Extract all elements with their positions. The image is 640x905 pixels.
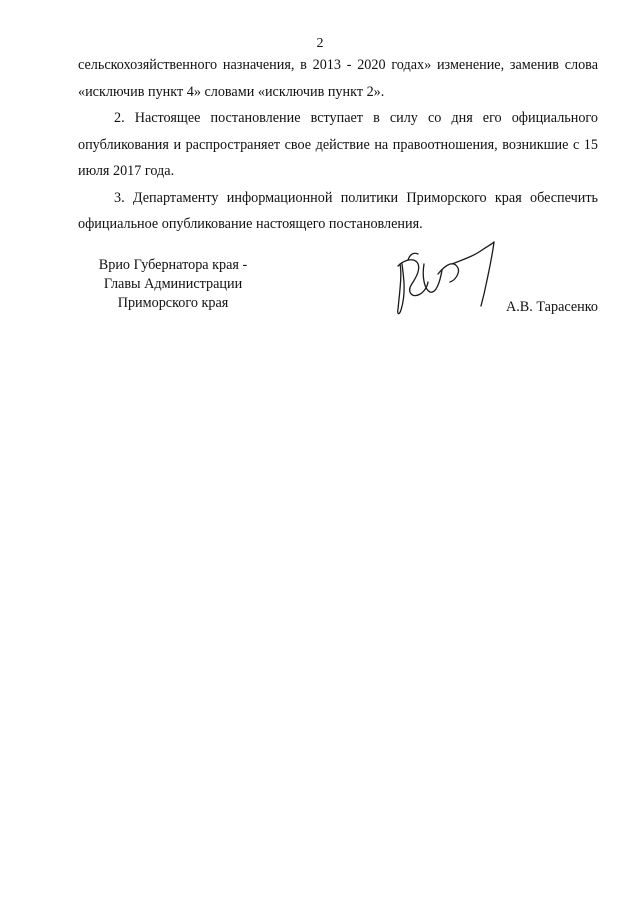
signatory-title-line: Приморского края [117,295,229,311]
paragraph-item-3: 3. Департаменту информационной политики Приморского края обеспечить официальное опубликование настоящего постановления. [78,189,598,232]
handwritten-signature-icon [388,234,503,324]
page-number: 2 [316,36,324,51]
signatory-name: А.В. Тарасенко [506,299,598,315]
signatory-title [78,256,268,313]
document-body [78,52,598,238]
signatory-title-line: Врио Губернатора края - [98,257,248,273]
signature-block [78,256,598,326]
signatory-title-line: Главы Администрации [103,276,243,292]
paragraph-item-2: 2. Настоящее постановление вступает в силу со дня его официального опубликования и распространяет свое действие на правоотношения, возникшие с 15 июля 2017 года. [78,110,598,179]
paragraph-continuation: сельскохозяйственного назначения, в 2013 - 2020 годах» изменение, заменив слова «исключив пункт 4» словами «исключив пункт 2». [78,57,598,100]
